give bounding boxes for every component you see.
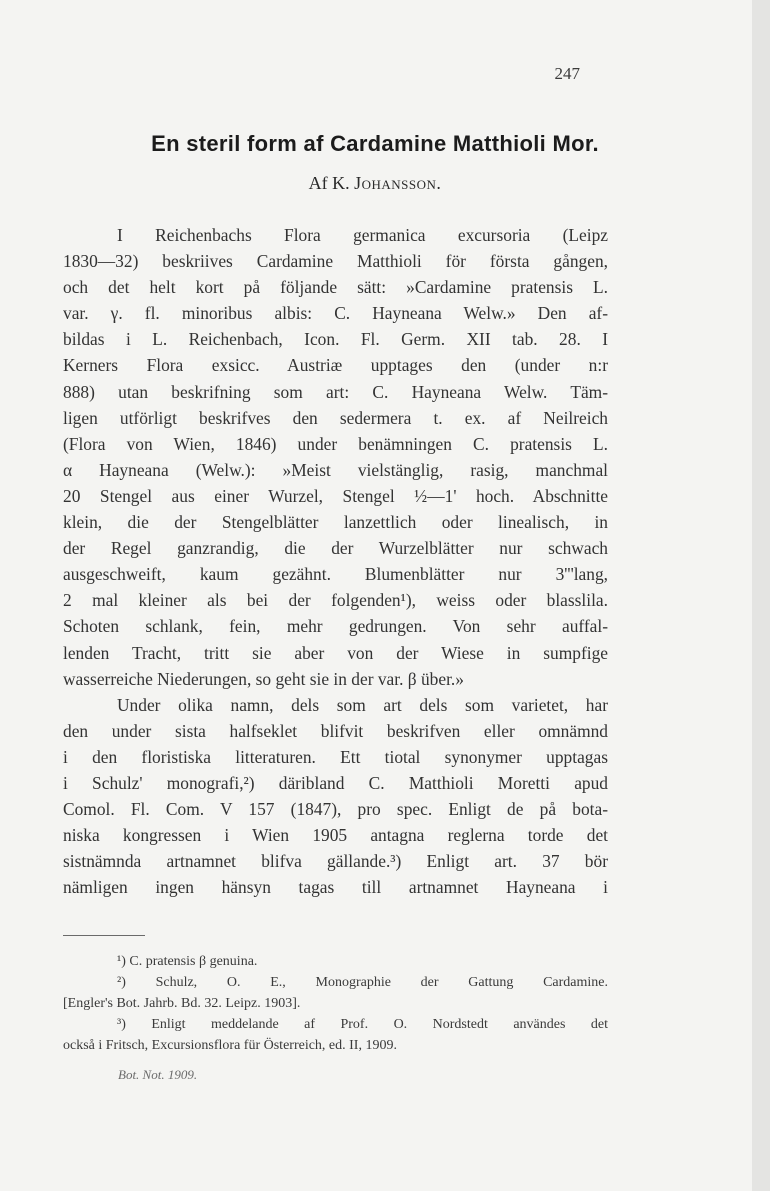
author-name: Johansson. (354, 173, 442, 193)
body-line: der Regel ganzrandig, die der Wurzelblätter nur schwach (63, 538, 608, 559)
body-text (63, 222, 608, 900)
body-line: ausgeschweift, kaum gezähnt. Blumenblätter nur 3'''lang, (63, 564, 608, 585)
body-line: 20 Stengel aus einer Wurzel, Stengel ½—1' hoch. Abschnitte (63, 485, 608, 506)
body-line: Kerners Flora exsicc. Austriæ upptages den (under n:r (63, 355, 608, 376)
footnote-line: ³) Enligt meddelande af Prof. O. Nordstedt anvӓndes det (117, 1017, 608, 1032)
body-line: α Hayneana (Welw.): »Meist vielstänglig, rasig, manchmal (63, 459, 608, 480)
body-line: 888) utan beskrifning som art: C. Hayneana Welw. Täm- (63, 381, 608, 402)
source-reference: Bot. Not. 1909. (118, 1067, 198, 1082)
body-line: bildas i L. Reichenbach, Icon. Fl. Germ. XII tab. 28. I (63, 329, 608, 350)
body-line: 2 mal kleiner als bei der folgenden¹), weiss oder blasslila. (63, 590, 608, 611)
body-line: wasserreiche Niederungen, so geht sie in der var. β über.» (63, 668, 464, 689)
footnote-line: [Engler's Bot. Jahrb. Bd. 32. Leipz. 1903]. (63, 996, 301, 1011)
footnote-line: ¹) C. pratensis β genuina. (117, 954, 258, 969)
body-line: I Reichenbachs Flora germanica excursoria (Leipz (117, 225, 608, 245)
body-line: nämligen ingen hänsyn tagas till artnamnet Hayneana i (63, 877, 608, 898)
body-line: i Schulz' monografi,²) däribland C. Matthioli Moretti apud (63, 772, 608, 793)
body-line: den under sista halfseklet blifvit beskrifven eller omnämnd (63, 720, 608, 741)
author-prefix: Af K. (308, 173, 355, 193)
page-edge (752, 0, 770, 1191)
author-line (60, 173, 690, 194)
body-line: var. γ. fl. minoribus albis: C. Hayneana Welw.» Den af- (63, 303, 608, 324)
body-line: och det helt kort på följande sätt: »Cardamine pratensis L. (63, 277, 608, 298)
body-line: Comol. Fl. Com. V 157 (1847), pro spec. Enligt de på bota- (63, 799, 608, 820)
body-line: niska kongressen i Wien 1905 antagna reglerna torde det (63, 825, 608, 846)
footnote-line: ²) Schulz, O. E., Monographie der Gattung Cardamine. (117, 975, 608, 990)
body-line: i den floristiska litteraturen. Ett tiotal synonymer upptagas (63, 746, 608, 767)
body-line: 1830—32) beskriives Cardamine Matthioli för första gången, (63, 251, 608, 272)
footnote-divider (63, 935, 145, 936)
body-line: Schoten schlank, fein, mehr gedrungen. Von sehr auffal- (63, 616, 608, 637)
footnote-line: också i Fritsch, Excursionsflora für Österreich, ed. II, 1909. (63, 1038, 397, 1053)
footnotes (63, 951, 608, 1056)
body-line: Under olika namn, dels som art dels som varietet, har (117, 694, 608, 715)
article-title: En steril form af Cardamine Matthioli Mor. (151, 131, 599, 156)
body-line: (Flora von Wien, 1846) under benämningen C. pratensis L. (63, 433, 608, 454)
body-line: lenden Tracht, tritt sie aber von der Wiese in sumpfige (63, 642, 608, 663)
page-number: 247 (554, 64, 580, 83)
body-line: sistnämnda artnamnet blifva gällande.³) Enligt art. 37 bör (63, 851, 608, 872)
body-line: ligen utförligt beskrifves den sedermera t. ex. af Neilreich (63, 407, 608, 428)
body-line: klein, die der Stengelblätter lanzettlich oder linealisch, in (63, 512, 608, 533)
